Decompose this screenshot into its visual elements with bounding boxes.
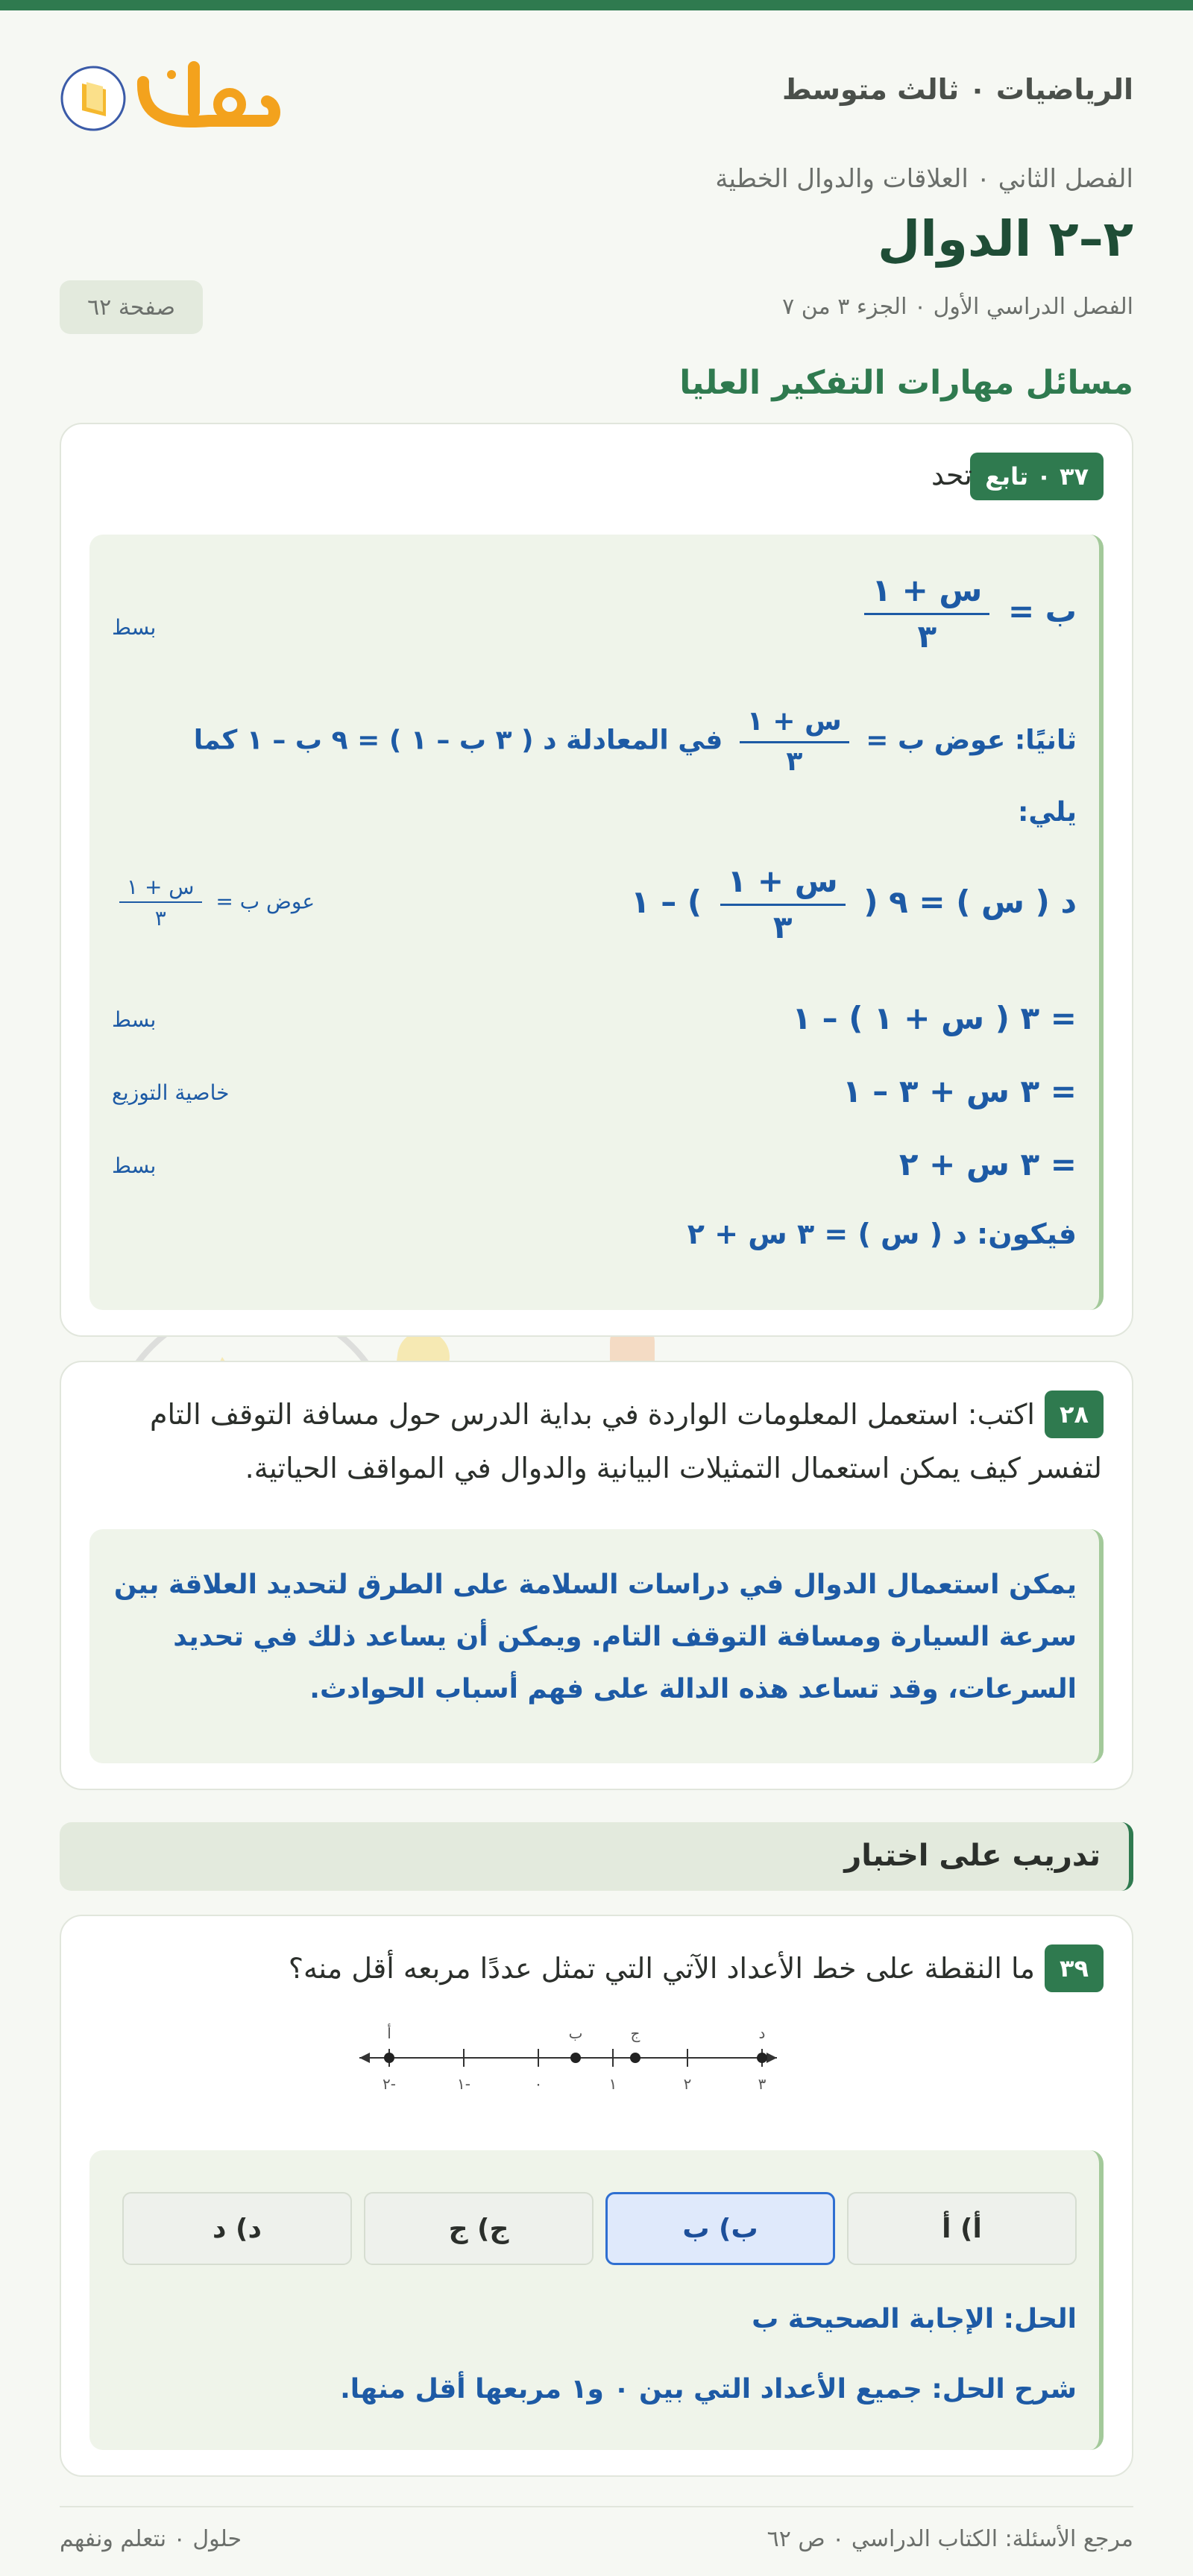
- hulul-logo[interactable]: [60, 52, 283, 134]
- substitution-text-c: يلي:: [1017, 797, 1077, 828]
- equation-lhs: د ( س ) = ٩ (: [863, 884, 1077, 920]
- arrow-left-icon: [359, 2053, 370, 2063]
- fraction-numerator: س + ١: [740, 706, 849, 743]
- number-line-point: [630, 2053, 640, 2063]
- question-title: تحد: [931, 459, 972, 491]
- footer-reference: مرجع الأسئلة: الكتاب الدراسي ٠ ص ٦٢: [767, 2526, 1133, 2552]
- number-line-point-label: د: [758, 2024, 766, 2042]
- solution-box: [89, 1529, 1104, 1763]
- option-c[interactable]: ج) ج: [364, 2192, 594, 2265]
- option-d[interactable]: د) د: [122, 2192, 352, 2265]
- substitution-text-b: في المعادلة د ( ٣ ب – ١ ) = ٩ ب – ١ كما: [193, 725, 723, 756]
- number-line-point-label: ب: [568, 2024, 583, 2042]
- fraction-denominator: ٣: [154, 906, 166, 930]
- number-line-point: [384, 2053, 394, 2063]
- step-note-text: عوض ب =: [215, 889, 315, 914]
- number-line-tick-label: ٢: [683, 2075, 692, 2093]
- equation-line: = ٣ ( س + ١ ) – ١: [792, 1000, 1077, 1036]
- subject-title: الرياضيات ٠ ثالث متوسط: [781, 73, 1133, 106]
- number-line-point: [757, 2053, 767, 2063]
- chapter-title: الفصل الثاني ٠ العلاقات والدوال الخطية: [715, 164, 1133, 194]
- option-a[interactable]: أ) أ: [847, 2192, 1077, 2265]
- fraction: [119, 875, 202, 930]
- option-b[interactable]: ب) ب: [605, 2192, 835, 2265]
- equation-line: [857, 572, 1077, 655]
- page-number-badge: صفحة ٦٢: [60, 280, 203, 334]
- result-line: فيكون: د ( س ) = ٣ س + ٢: [687, 1218, 1077, 1250]
- answer-text-line: يمكن استعمال الدوال في دراسات السلامة على الطرق لتحديد العلاقة بين: [113, 1569, 1077, 1600]
- question-badge: ٣٧ ٠ تابع: [970, 453, 1104, 500]
- question-card-38: [60, 1361, 1133, 1790]
- question-card-39: [60, 1915, 1133, 2477]
- fraction-denominator: ٣: [917, 618, 937, 655]
- fraction-denominator: ٣: [786, 746, 803, 777]
- number-line: [352, 2013, 784, 2103]
- question-card-37: [60, 423, 1133, 1337]
- footer-divider: [60, 2506, 1133, 2507]
- answer-text: [112, 1559, 1077, 1716]
- term-info: الفصل الدراسي الأول ٠ الجزء ٣ من ٧: [782, 294, 1133, 320]
- question-text-line: اكتب: استعمل المعلومات الواردة في بداية الدرس حول مسافة التوقف التام: [149, 1398, 1035, 1431]
- number-line-point: [570, 2053, 581, 2063]
- fraction: [720, 863, 846, 945]
- question-badge: ٢٨: [1045, 1391, 1104, 1438]
- answer-text: الحل: الإجابة الصحيحة ب: [752, 2304, 1077, 2334]
- number-line-tick-label: ١: [608, 2075, 617, 2093]
- answer-text-line: سرعة السيارة ومسافة التوقف التام. ويمكن أن يساعد ذلك في تحديد: [173, 1622, 1077, 1652]
- section-title: مسائل مهارات التفكير العليا: [679, 364, 1133, 402]
- equation-line: = ٣ س + ٣ – ١: [842, 1073, 1077, 1109]
- step-note: بسط: [112, 1007, 157, 1032]
- answer-text-line: السرعات، وقد تساعد هذه الدالة على فهم أسباب الحوادث.: [309, 1674, 1077, 1704]
- top-accent-bar: [0, 0, 1193, 10]
- solution-box: [89, 2150, 1104, 2450]
- fraction-numerator: س + ١: [864, 572, 989, 615]
- practice-section-header: [60, 1822, 1133, 1891]
- number-line-point-label: أ: [387, 2024, 391, 2042]
- number-line-tick-label: -١: [457, 2075, 470, 2093]
- step-note: بسط: [112, 1153, 157, 1178]
- step-note: [112, 875, 315, 930]
- equation-line: [631, 863, 1077, 945]
- question-text-line: لتفسر كيف يمكن استعمال التمثيلات البيانية والدوال في المواقف الحياتية.: [245, 1452, 1102, 1484]
- number-line-tick-label: ٠: [534, 2075, 543, 2093]
- equation-rhs: ) – ١: [630, 884, 702, 920]
- step-note: بسط: [112, 615, 157, 640]
- equation-lhs: ب =: [1007, 593, 1077, 629]
- footer-tagline: حلول ٠ نتعلم ونفهم: [60, 2526, 242, 2552]
- number-line-tick-label: -٢: [383, 2075, 396, 2093]
- fraction: [864, 572, 989, 655]
- substitution-text: [194, 706, 1077, 777]
- fraction: [740, 706, 849, 777]
- question-badge: ٣٩: [1045, 1944, 1104, 1992]
- equation-line: = ٣ س + ٢: [898, 1146, 1077, 1182]
- answer-explanation: شرح الحل: جميع الأعداد التي بين ٠ و١ مربعها أقل منها.: [340, 2374, 1077, 2405]
- lesson-title: ٢–٢ الدوال: [877, 210, 1133, 268]
- step-note: خاصية التوزيع: [112, 1080, 230, 1105]
- substitution-text-a: ثانيًا: عوض ب =: [866, 725, 1077, 756]
- fraction-numerator: س + ١: [720, 863, 846, 906]
- question-text: ما النقطة على خط الأعداد الآتي التي تمثل عددًا مربعه أقل منه؟: [288, 1952, 1035, 1985]
- arrow-right-icon: [767, 2053, 777, 2063]
- number-line-tick-label: ٣: [758, 2075, 767, 2093]
- number-line-point-label: ج: [630, 2024, 640, 2042]
- practice-title: تدريب على اختبار: [844, 1839, 1101, 1873]
- fraction-numerator: س + ١: [119, 875, 202, 903]
- solution-box: [89, 535, 1104, 1310]
- fraction-denominator: ٣: [772, 909, 793, 945]
